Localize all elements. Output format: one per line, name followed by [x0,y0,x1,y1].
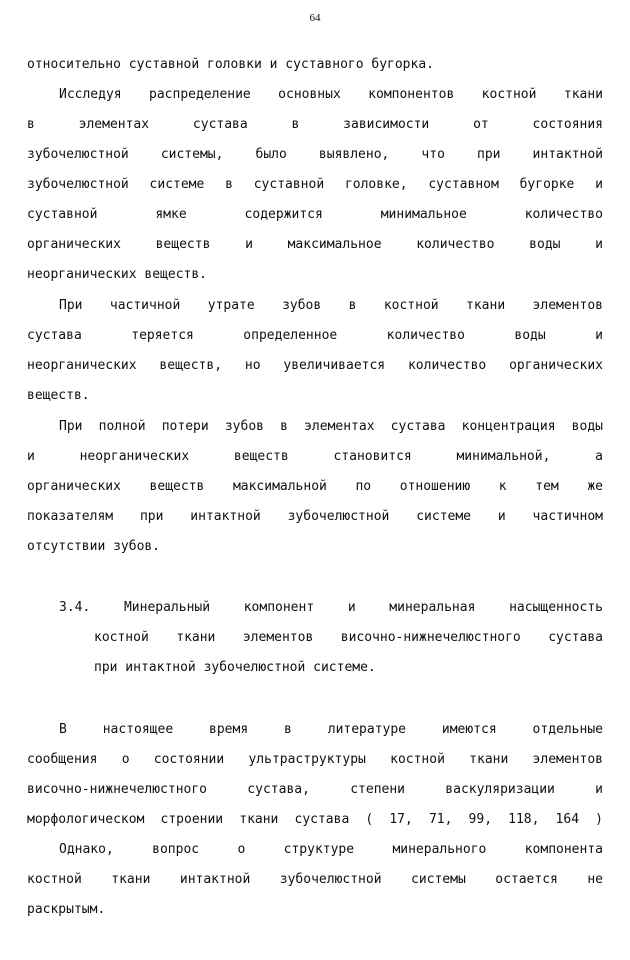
text-line: суставной ямке содержится минимальное количество [27,207,603,222]
text-line: В настоящее время в литературе имеются отдельные [59,722,603,737]
text-line: веществ. [27,388,90,403]
text-line: сообщения о состоянии ультраструктуры костной ткани элементов [27,752,603,767]
text-line: органических веществ максимальной по отношению к тем же [27,479,603,494]
text-line: показателям при интактной зубочелюстной системе и частичном [27,509,603,524]
text-line: зубочелюстной системе в суставной головке, суставном бугорке и [27,177,603,192]
section-heading: костной ткани элементов височно-нижнечелюстного сустава [94,630,603,645]
text-line: При частичной утрате зубов в костной ткани элементов [59,298,603,313]
text-line: относительно суставной головки и суставного бугорка. [27,57,434,72]
text-line: При полной потери зубов в элементах сустава концентрация воды [59,419,603,434]
text-line: морфологическом строении ткани сустава ( 17, 71, 99, 118, 164 ) [27,812,603,827]
text-line: отсутствии зубов. [27,539,161,554]
text-line: в элементах сустава в зависимости от состояния [27,117,603,132]
text-line: неорганических веществ, но увеличивается количество органических [27,358,603,373]
text-line: органических веществ и максимальное количество воды и [27,237,603,252]
text-line: костной ткани интактной зубочелюстной системы остается не [27,872,603,887]
text-line: Исследуя распределение основных компонентов костной ткани [59,87,603,102]
text-line: зубочелюстной системы, было выявлено, что при интактной [27,147,603,162]
text-line: сустава теряется определенное количество воды и [27,328,603,343]
section-heading: 3.4. Минеральный компонент и минеральная насыщенность [59,600,603,615]
text-line: Однако, вопрос о структуре минерального компонента [59,842,603,857]
text-line: височно-нижнечелюстного сустава, степени васкуляризации и [27,782,603,797]
section-heading: при интактной зубочелюстной системе. [94,660,376,675]
text-line: неорганических веществ. [27,267,208,282]
text-line: раскрытым. [27,902,106,917]
page-number: 64 [309,12,321,24]
text-line: и неорганических веществ становится минимальной, а [27,449,603,464]
